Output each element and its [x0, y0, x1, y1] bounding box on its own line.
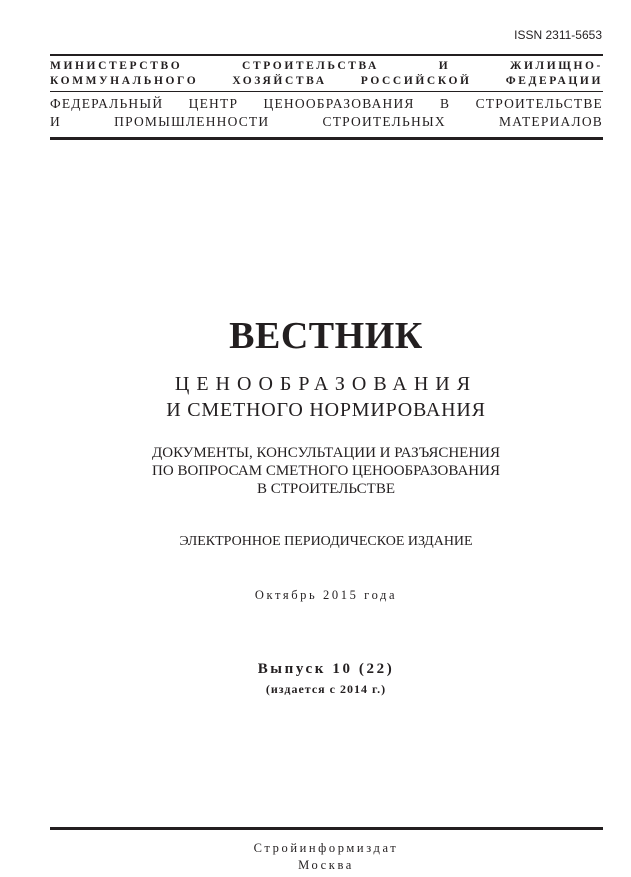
description-line-2: ПО ВОПРОСАМ СМЕТНОГО ЦЕНООБРАЗОВАНИЯ — [152, 463, 500, 479]
journal-title: ВЕСТНИК — [229, 315, 423, 357]
issue-date: Октябрь 2015 года — [254, 588, 398, 602]
edition-type: ЭЛЕКТРОННОЕ ПЕРИОДИЧЕСКОЕ ИЗДАНИЕ — [179, 534, 473, 549]
header-top-rule — [50, 54, 603, 56]
publisher-name: Стройинформиздат — [253, 841, 399, 855]
publisher-city: Москва — [298, 858, 354, 872]
center-line-2: И ПРОМЫШЛЕННОСТИ СТРОИТЕЛЬНЫХ МАТЕРИАЛОВ — [50, 114, 603, 129]
ministry-name — [50, 59, 603, 89]
journal-subtitle-line-2: И СМЕТНОГО НОРМИРОВАНИЯ — [166, 399, 486, 421]
issn-number: ISSN 2311-5653 — [514, 28, 602, 42]
description-line-3: В СТРОИТЕЛЬСТВЕ — [257, 481, 395, 497]
ministry-line-1: МИНИСТЕРСТВО СТРОИТЕЛЬСТВА И ЖИЛИЩНО- — [50, 60, 603, 72]
footer-rule — [50, 827, 603, 830]
ministry-line-2: КОММУНАЛЬНОГО ХОЗЯЙСТВА РОССИЙСКОЙ ФЕДЕРАЦИИ — [50, 75, 603, 87]
published-since: (издается с 2014 г.) — [265, 682, 387, 696]
journal-subtitle-line-1: ЦЕНООБРАЗОВАНИЯ — [174, 373, 478, 395]
header-bottom-rule — [50, 137, 603, 140]
issue-number: Выпуск 10 (22) — [257, 661, 395, 677]
center-name — [50, 95, 603, 131]
header-middle-rule — [50, 91, 603, 92]
journal-description — [0, 444, 631, 498]
center-line-1: ФЕДЕРАЛЬНЫЙ ЦЕНТР ЦЕНООБРАЗОВАНИЯ В СТРОИТЕЛЬСТВЕ — [50, 96, 603, 111]
description-line-1: ДОКУМЕНТЫ, КОНСУЛЬТАЦИИ И РАЗЪЯСНЕНИЯ — [152, 445, 500, 461]
